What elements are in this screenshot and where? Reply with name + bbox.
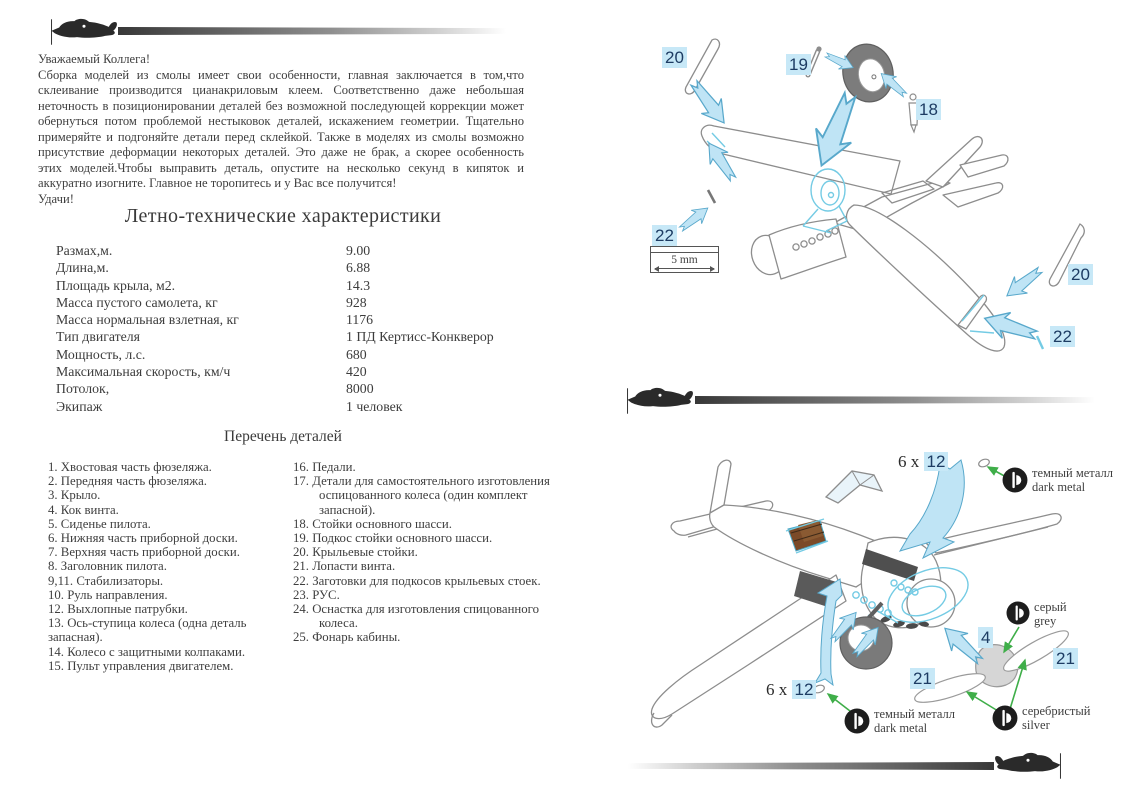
list-item: 22. Заготовки для подкосов крыльевых стоек. xyxy=(293,573,541,588)
list-item: 9,11. Стабилизаторы. xyxy=(48,573,164,588)
list-item: 1. Хвостовая часть фюзеляжа. xyxy=(48,460,212,474)
list-item: 7. Верхняя часть приборной доски. xyxy=(48,545,240,560)
list-item: 23. РУС. xyxy=(293,587,340,602)
parts-list-right xyxy=(293,460,555,645)
parts-list-title: Перечень деталей xyxy=(224,428,342,445)
table-row xyxy=(56,242,516,259)
spec-value: 1176 xyxy=(346,312,374,328)
scale-arrow xyxy=(655,268,714,269)
arrow xyxy=(1000,262,1046,304)
intro-text xyxy=(38,52,524,207)
paint-legend-dark-metal xyxy=(1002,467,1113,494)
spec-value: 1 ПД Кертисс-Конкверор xyxy=(346,329,494,345)
list-item: 19. Подкос стойки основного шасси. xyxy=(293,531,493,546)
table-row xyxy=(56,346,516,363)
list-item: 18. Стойки основного шасси. xyxy=(293,516,452,531)
list-item: 24. Оснастка для изготовления спицованного колеса. xyxy=(293,602,540,631)
wing-strut-part-20a xyxy=(685,39,719,94)
list-item: 3. Крыло. xyxy=(48,488,101,503)
table-row xyxy=(56,277,516,294)
table-row xyxy=(56,363,516,380)
table-row xyxy=(56,294,516,311)
quantity-note xyxy=(766,679,816,700)
spec-value: 1 человек xyxy=(346,398,403,414)
brand-plane-logo-top xyxy=(48,18,120,46)
strut-blank-22a xyxy=(708,190,715,203)
spec-label: Экипаж xyxy=(56,398,103,414)
spec-value: 6.88 xyxy=(346,260,371,276)
part-label-12: 12 xyxy=(924,452,949,471)
list-item: 21. Лопасти винта. xyxy=(293,559,396,574)
spec-value: 14.3 xyxy=(346,277,371,293)
part-label-21: 21 xyxy=(1053,648,1078,669)
list-item: 10. Руль направления. xyxy=(48,587,168,602)
divider-middle xyxy=(695,396,1095,404)
intro-greeting: Уважаемый Коллега! xyxy=(38,52,151,66)
wheel-part xyxy=(838,39,899,106)
list-item: 20. Крыльевые стойки. xyxy=(293,545,418,560)
specs-title: Летно-технические характеристики xyxy=(124,205,442,227)
spec-label: Размах,м. xyxy=(56,243,113,258)
quantity-prefix: 6 x xyxy=(766,680,792,699)
spec-label: Длина,м. xyxy=(56,260,109,276)
parts-list-left xyxy=(48,460,300,673)
specs-table xyxy=(56,242,516,415)
paint-color-icon xyxy=(992,705,1018,731)
list-item: 13. Ось-ступица колеса (одна деталь запасная). xyxy=(48,616,247,645)
wing-left xyxy=(701,125,900,194)
table-row xyxy=(56,398,516,415)
spec-value: 8000 xyxy=(346,381,374,397)
part-label-22: 22 xyxy=(652,225,677,246)
scale-strip xyxy=(651,247,718,253)
paint-color-icon xyxy=(1006,601,1030,625)
part-label-21: 21 xyxy=(910,668,935,689)
list-item: 5. Сиденье пилота. xyxy=(48,516,151,531)
fuselage-marking xyxy=(82,25,85,28)
plane-silhouette xyxy=(52,19,117,38)
paint-legend-silver xyxy=(992,705,1090,732)
list-item: 12. Выхлопные патрубки. xyxy=(48,602,188,617)
paint-name-en: dark metal xyxy=(1032,479,1086,494)
spec-label: Потолок, xyxy=(56,381,110,397)
scale-bar-5mm xyxy=(650,246,719,273)
spec-label: Масса нормальная взлетная, кг xyxy=(56,312,239,328)
list-item: 17. Детали для самостоятельного изготовления оспицованного колеса (один комплект запасной). xyxy=(293,474,550,517)
spec-value: 9.00 xyxy=(346,243,371,258)
part-label-20: 20 xyxy=(1068,264,1093,285)
paint-name-ru: темный металл xyxy=(1032,466,1114,480)
paint-color-icon xyxy=(1002,467,1028,493)
paint-name-ru: серебристый xyxy=(1022,704,1091,718)
list-item: 2. Передняя часть фюзеляжа. xyxy=(48,474,207,489)
part-label-12: 12 xyxy=(792,680,817,699)
part-label-22: 22 xyxy=(1050,326,1075,347)
spec-label: Максимальная скорость, км/ч xyxy=(56,364,231,380)
brand-plane-logo-bottom xyxy=(992,752,1064,780)
intro-closing: Удачи! xyxy=(38,191,74,206)
part-label-18: 18 xyxy=(916,99,941,120)
quantity-note xyxy=(898,451,948,472)
list-item: 8. Заголовник пилота. xyxy=(48,559,167,574)
paint-color-icon xyxy=(844,708,870,734)
table-row xyxy=(56,311,516,328)
green-arrow xyxy=(1004,627,1019,652)
paint-legend-grey xyxy=(1006,601,1067,628)
stabilizer xyxy=(943,183,1003,207)
list-item: 15. Пульт управления двигателем. xyxy=(48,658,234,673)
aircraft-outline xyxy=(701,125,1008,351)
plane-silhouette xyxy=(628,388,693,407)
arrow xyxy=(676,201,713,235)
table-row xyxy=(56,259,516,276)
quantity-prefix: 6 x xyxy=(898,452,924,471)
spec-value: 420 xyxy=(346,364,367,380)
paint-name-en: silver xyxy=(1022,717,1050,732)
paint-name-en: grey xyxy=(1034,613,1057,628)
fuselage-marking xyxy=(658,394,661,397)
spec-label: Масса пустого самолета, кг xyxy=(56,294,218,310)
assembly-diagram-underside xyxy=(628,33,1110,375)
paint-name-en: dark metal xyxy=(874,720,928,735)
divider-top xyxy=(118,27,506,35)
divider-bottom xyxy=(628,762,994,770)
brand-plane-logo-middle xyxy=(625,387,695,415)
spec-label: Мощность, л.с. xyxy=(56,346,146,362)
part-label-20: 20 xyxy=(662,47,687,68)
list-item: 16. Педали. xyxy=(293,460,356,474)
intro-body: Сборка моделей из смолы имеет свои особенности, главная заключается в том,что склеивание производится цианакриловым клеем. Соответственно даже небольшая неточность в позиционировании деталей без возможной последующей коррекции может обернуться потом проблемой нестыковок деталей, искажением геометрии. Тщательно примеряйте и подгоняйте детали перед склейкой. Также в моделях из смолы возможно присутствие деформации некоторых деталей. Это даже не брак, а скорее особенность этих моделей.Чтобы выправить деталь, опустите на несколько секунд в кипяток и аккуратно изогните. Главное не торопитесь и у Вас все получится! xyxy=(38,67,524,190)
list-item: 14. Колесо с защитными колпаками. xyxy=(48,644,246,659)
paint-name-ru: темный металл xyxy=(874,707,956,721)
spec-label: Площадь крыла, м2. xyxy=(56,277,176,293)
spec-value: 928 xyxy=(346,294,367,310)
fuselage-marking xyxy=(1026,759,1029,762)
strut-blank-22b xyxy=(1037,336,1043,349)
scale-text: 5 mm xyxy=(671,254,698,266)
paint-name-ru: серый xyxy=(1034,600,1067,614)
list-item: 25. Фонарь кабины. xyxy=(293,630,401,645)
part-label-19: 19 xyxy=(786,54,811,75)
fuselage-wing-right xyxy=(847,205,1005,351)
plane-silhouette xyxy=(995,753,1060,772)
canopy-part-25 xyxy=(826,471,882,503)
table-row xyxy=(56,380,516,397)
table-row xyxy=(56,328,516,345)
paint-legend-dark-metal xyxy=(844,708,955,735)
spec-value: 680 xyxy=(346,346,367,362)
part-label-4: 4 xyxy=(978,627,993,648)
spec-label: Тип двигателя xyxy=(56,329,141,345)
list-item: 6. Нижняя часть приборной доски. xyxy=(48,531,238,546)
list-item: 4. Кок винта. xyxy=(48,502,119,517)
